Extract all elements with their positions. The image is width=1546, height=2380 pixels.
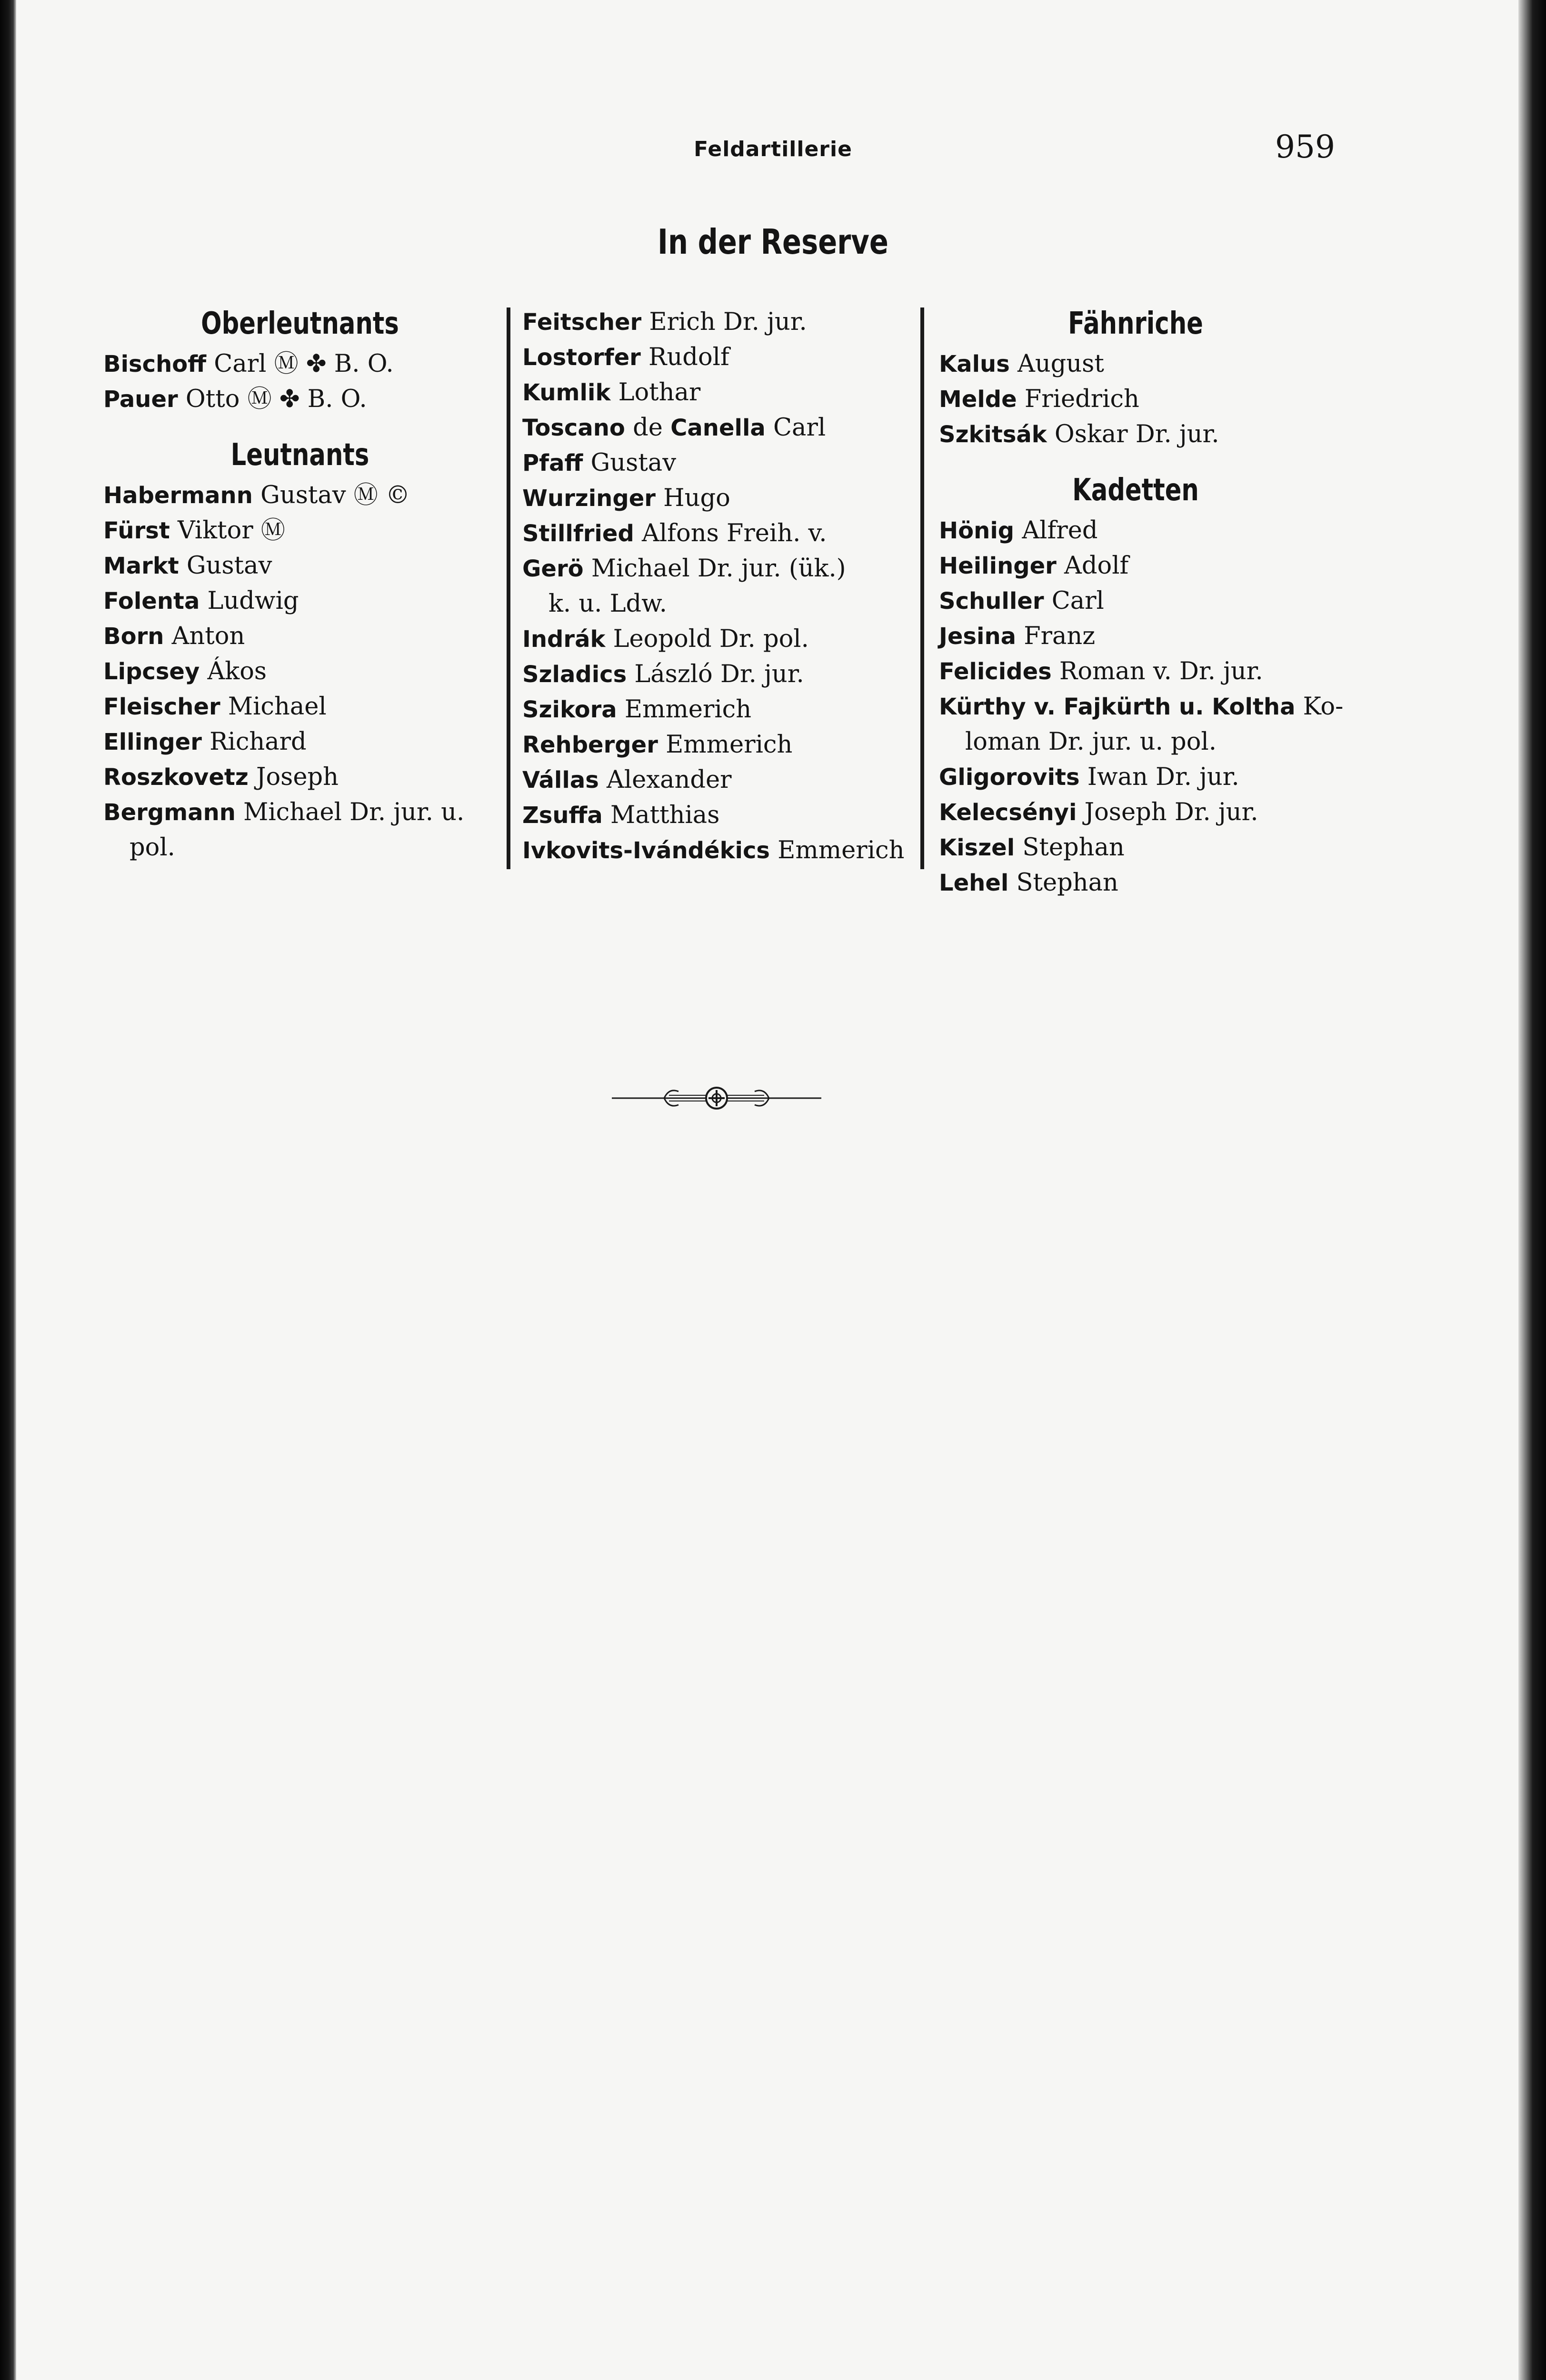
- officer-given-names: Ludwig: [199, 587, 299, 615]
- officer-entry: [102, 584, 498, 619]
- rank-heading: Oberleutnants: [201, 306, 399, 341]
- officer-given-names: Emmerich: [617, 695, 752, 724]
- officer-surname: Bergmann: [103, 799, 236, 826]
- officer-surname: Szkitsák: [939, 421, 1047, 448]
- officer-given-names: Richard: [201, 728, 307, 756]
- officer-given-names: Franz: [1016, 622, 1096, 650]
- officer-given-names: Erich Dr. jur.: [641, 308, 807, 336]
- officer-surname: Pauer: [103, 386, 178, 413]
- officer-given-names: Emmerich: [658, 731, 793, 759]
- officer-given-names: Carl: [1044, 587, 1104, 615]
- officer-given-names: Gustav: [583, 449, 677, 477]
- officer-given-names: Roman v. Dr. jur.: [1051, 657, 1263, 685]
- officer-surname: Fleischer: [103, 694, 220, 720]
- officer-entry-continuation: k. u. Ldw.: [549, 590, 667, 618]
- officer-entry: [102, 724, 498, 760]
- officer-surname: Wurzinger: [522, 485, 656, 512]
- rank-heading: Leutnants: [230, 437, 369, 473]
- officer-given-names: Viktor Ⓜ: [170, 516, 285, 545]
- officer-surname: Ivkovits-Ivándékics: [522, 837, 770, 864]
- officer-entry: [102, 689, 498, 724]
- officer-given-names: Michael Dr. jur. (ük.): [583, 555, 846, 583]
- officer-given-names: Anton: [164, 622, 245, 650]
- officer-surname: Markt: [103, 553, 179, 579]
- officer-given-names: Alfred: [1014, 516, 1098, 545]
- officer-given-names: Michael: [220, 693, 327, 721]
- officer-given-names: Ko-: [1295, 693, 1344, 721]
- officer-entry: [521, 833, 917, 868]
- officer-given-names: Leopold Dr. pol.: [605, 625, 809, 653]
- officer-entry: [102, 478, 498, 513]
- officer-surname: Bischoff: [103, 351, 207, 377]
- officer-surname: Gligorovits: [939, 764, 1080, 791]
- officer-entry: [102, 795, 498, 865]
- ornament-divider: [612, 1081, 821, 1115]
- officer-surname: Kalus: [939, 351, 1010, 377]
- officer-given-names: Otto Ⓜ ✤ B. O.: [178, 385, 367, 413]
- officer-given-names: de: [625, 414, 671, 442]
- officer-given-names: Hugo: [655, 484, 730, 512]
- officer-entry: [521, 727, 917, 763]
- officer-given-names: August: [1009, 350, 1104, 378]
- officer-entry-continuation: loman Dr. jur. u. pol.: [965, 728, 1217, 756]
- officer-surname: Feitscher: [522, 309, 642, 336]
- officer-entry: [102, 347, 498, 382]
- officer-entry: [521, 798, 917, 833]
- officer-given-names: Carl Ⓜ ✤ B. O.: [206, 350, 394, 378]
- officer-given-names: Ákos: [199, 657, 267, 685]
- officer-surname: Zsuffa: [522, 802, 603, 829]
- officer-entry: [521, 305, 917, 340]
- officer-given-names: Gustav Ⓜ ©: [252, 481, 410, 509]
- officer-given-names: Lothar: [610, 378, 701, 407]
- officer-entry: [521, 410, 917, 446]
- officer-entry: [102, 619, 498, 654]
- officer-entry: [521, 622, 917, 657]
- officer-surname: Canella: [670, 415, 766, 441]
- officer-surname: Lehel: [939, 870, 1009, 896]
- officer-entry: [521, 481, 917, 516]
- officer-entry: [938, 417, 1333, 452]
- officer-given-names: Oskar Dr. jur.: [1047, 420, 1219, 448]
- officer-entry: [521, 657, 917, 692]
- officer-surname: Heilinger: [939, 553, 1057, 579]
- officer-entry: [938, 830, 1333, 865]
- officer-entry-continuation: pol.: [130, 833, 175, 862]
- officer-surname: Born: [103, 623, 164, 650]
- officer-entry: [521, 340, 917, 375]
- officer-given-names: Matthias: [602, 801, 720, 829]
- officer-given-names: Rudolf: [640, 343, 729, 371]
- officer-surname: Jesina: [939, 623, 1016, 650]
- officer-entry: [521, 446, 917, 481]
- officer-entry: [938, 689, 1344, 760]
- officer-given-names: Stephan: [1015, 833, 1125, 862]
- officer-entry: [938, 548, 1333, 584]
- officer-surname: Szladics: [522, 661, 627, 688]
- officer-entry: [938, 584, 1333, 619]
- officer-entry: [102, 548, 498, 584]
- officer-entry: [938, 760, 1333, 795]
- officer-entry: [938, 795, 1333, 830]
- page-edge-shadow: [1518, 0, 1546, 2380]
- officer-surname: Roszkovetz: [103, 764, 249, 791]
- officer-entry: [521, 375, 917, 410]
- column-left: [102, 305, 498, 865]
- officer-surname: Kiszel: [939, 834, 1015, 861]
- officer-entry: [102, 513, 498, 548]
- officer-given-names: Carl: [765, 414, 826, 442]
- rank-heading: Kadetten: [1072, 473, 1199, 508]
- officer-entry: [938, 347, 1333, 382]
- column-rule: [920, 307, 924, 869]
- officer-entry: [521, 692, 917, 727]
- officer-surname: Kumlik: [522, 379, 611, 406]
- column-rule: [507, 307, 510, 869]
- officer-surname: Szikora: [522, 696, 617, 723]
- officer-surname: Schuller: [939, 588, 1044, 615]
- officer-entry: [102, 382, 498, 417]
- officer-given-names: Stephan: [1008, 869, 1118, 897]
- officer-surname: Fürst: [103, 517, 170, 544]
- officer-surname: Kelecsényi: [939, 799, 1077, 826]
- officer-given-names: Joseph Dr. jur.: [1077, 798, 1258, 826]
- officer-entry: [102, 654, 498, 689]
- officer-surname: Toscano: [522, 415, 625, 441]
- officer-surname: Indrák: [522, 626, 606, 653]
- section-title: In der Reserve: [658, 222, 888, 262]
- rank-heading: Fähnriche: [1068, 306, 1203, 341]
- officer-surname: Kürthy v. Fajkürth u. Koltha: [939, 694, 1296, 720]
- officer-entry: [521, 763, 917, 798]
- officer-entry: [938, 619, 1333, 654]
- officer-entry: [521, 551, 917, 622]
- officer-given-names: Friedrich: [1017, 385, 1139, 413]
- officer-entry: [938, 865, 1333, 901]
- officer-given-names: Iwan Dr. jur.: [1079, 763, 1239, 791]
- officer-entry: [102, 760, 498, 795]
- book-spine-shadow: [0, 0, 16, 2380]
- officer-entry: [938, 382, 1333, 417]
- officer-given-names: László Dr. jur.: [627, 660, 804, 688]
- officer-surname: Ellinger: [103, 729, 202, 755]
- officer-surname: Felicides: [939, 658, 1052, 685]
- officer-given-names: Alfons Freih. v.: [634, 519, 827, 547]
- officer-given-names: Joseph: [248, 763, 339, 791]
- officer-surname: Lipcsey: [103, 658, 200, 685]
- officer-surname: Rehberger: [522, 732, 658, 758]
- column-right: [938, 305, 1344, 901]
- officer-given-names: Michael Dr. jur. u.: [235, 798, 465, 826]
- officer-given-names: Adolf: [1056, 552, 1129, 580]
- officer-entry: [938, 513, 1333, 548]
- officer-surname: Habermann: [103, 482, 253, 509]
- officer-entry: [938, 654, 1333, 689]
- officer-surname: Folenta: [103, 588, 200, 615]
- column-middle: [521, 305, 917, 868]
- officer-surname: Melde: [939, 386, 1017, 413]
- officer-surname: Gerö: [522, 555, 584, 582]
- officer-given-names: Gustav: [179, 552, 272, 580]
- officer-surname: Pfaff: [522, 450, 583, 476]
- running-head: Feldartillerie: [694, 137, 852, 161]
- officer-surname: Lostorfer: [522, 344, 641, 371]
- officer-surname: Vállas: [522, 767, 599, 793]
- officer-given-names: Alexander: [598, 766, 732, 794]
- officer-given-names: Emmerich: [769, 836, 905, 864]
- page-number: 959: [1275, 129, 1335, 165]
- officer-surname: Hönig: [939, 517, 1015, 544]
- officer-entry: [521, 516, 917, 551]
- officer-surname: Stillfried: [522, 520, 634, 547]
